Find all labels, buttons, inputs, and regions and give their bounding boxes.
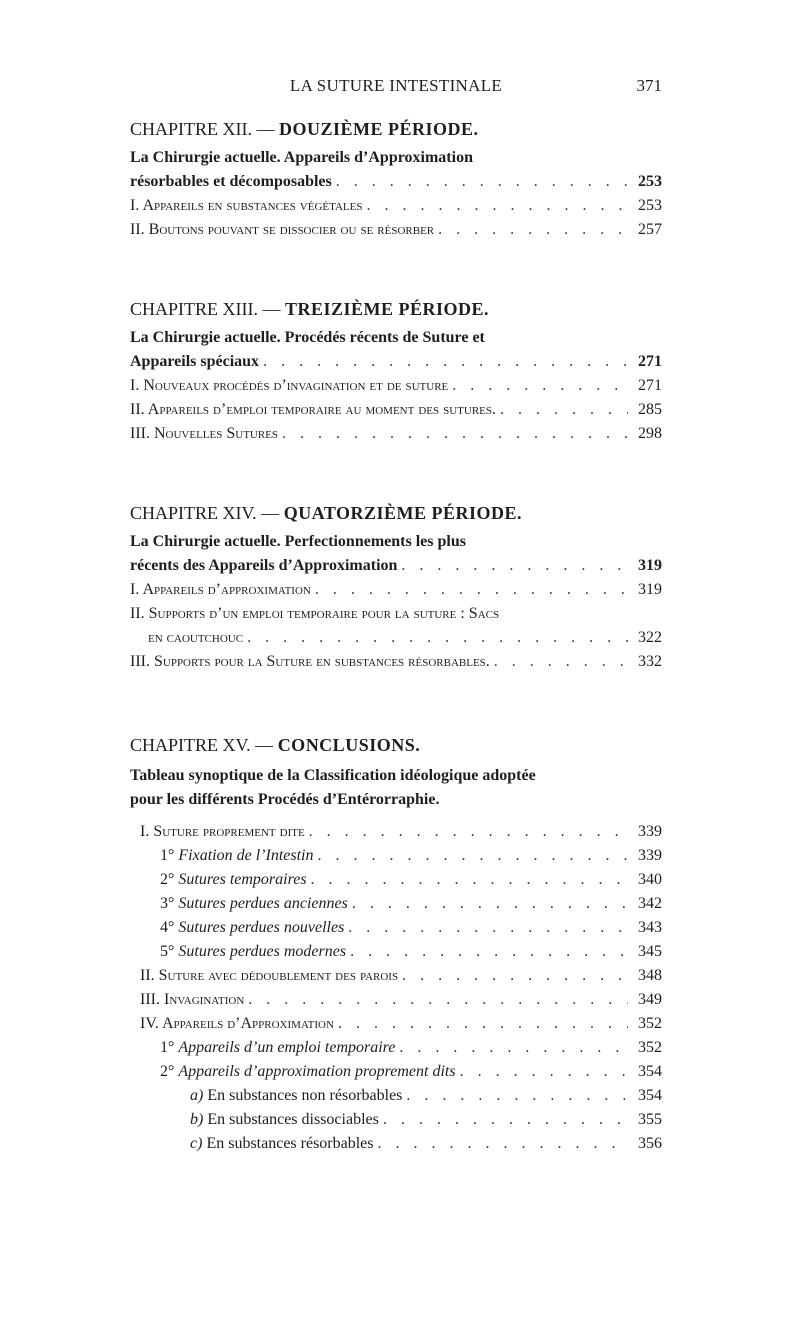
chapter-heading: CHAPITRE XV. — CONCLUSIONS. — [130, 735, 421, 755]
chapter-heading: CHAPITRE XII. — DOUZIÈME PÉRIODE. — [130, 119, 479, 139]
toc-entry[interactable]: b) En substances dissociables . . . 355 — [130, 1108, 662, 1132]
chapter-xiv — [130, 502, 662, 674]
chapter-heading: CHAPITRE XIII. — TREIZIÈME PÉRIODE. — [130, 299, 490, 319]
chapter-summary-line: La Chirurgie actuelle. Appareils d’Approximation — [130, 149, 473, 166]
toc-entry[interactable]: III. Invagination . . . 349 — [130, 988, 662, 1012]
toc-entry[interactable]: résorbables et décomposables . . . 253 — [130, 170, 662, 194]
toc-entry[interactable]: 2° Sutures temporaires . . . 340 — [130, 868, 662, 892]
toc-entry[interactable]: I. Appareils en substances végétales . . . 253 — [130, 194, 662, 218]
toc-entry[interactable]: 1° Fixation de l’Intestin . . . 339 — [130, 844, 662, 868]
chapter-summary-line: La Chirurgie actuelle. Perfectionnements les plus — [130, 533, 466, 550]
chapter-xiii — [130, 298, 662, 446]
chapter-xii — [130, 118, 662, 242]
toc-entry[interactable]: II. Appareils d’emploi temporaire au moment des sutures. . . . 285 — [130, 398, 662, 422]
toc-entry[interactable]: 5° Sutures perdues modernes . . . 345 — [130, 940, 662, 964]
page-number: 371 — [636, 76, 662, 95]
toc-entry[interactable]: I. Nouveaux procédés d’invagination et de suture . . . 271 — [130, 374, 662, 398]
toc-entry[interactable]: II. Boutons pouvant se dissocier ou se résorber . . . 257 — [130, 218, 662, 242]
toc-entry[interactable]: a) En substances non résorbables . . . 354 — [130, 1084, 662, 1108]
running-head — [130, 76, 662, 98]
chapter-xv — [130, 734, 662, 1156]
toc-entry[interactable]: récents des Appareils d’Approximation . . . 319 — [130, 554, 662, 578]
toc-entry[interactable]: III. Supports pour la Suture en substances résorbables. . . . 332 — [130, 650, 662, 674]
toc-entry[interactable]: III. Nouvelles Sutures . . . 298 — [130, 422, 662, 446]
toc-entry[interactable]: en caoutchouc . . . 322 — [130, 626, 662, 650]
toc-entry[interactable]: 3° Sutures perdues anciennes . . . 342 — [130, 892, 662, 916]
toc-entry[interactable]: I. Suture proprement dite . . . 339 — [130, 820, 662, 844]
toc-entry[interactable]: IV. Appareils d’Approximation . . . 352 — [130, 1012, 662, 1036]
toc-entry[interactable]: I. Appareils d’approximation . . . 319 — [130, 578, 662, 602]
toc-entry[interactable]: c) En substances résorbables . . . 356 — [130, 1132, 662, 1156]
chapter-heading: CHAPITRE XIV. — QUATORZIÈME PÉRIODE. — [130, 503, 523, 523]
toc-entry[interactable]: 2° Appareils d’approximation proprement dits . . . 354 — [130, 1060, 662, 1084]
chapter-summary-line: La Chirurgie actuelle. Procédés récents de Suture et — [130, 329, 485, 346]
toc-entry-line: II. Supports d’un emploi temporaire pour la suture : Sacs — [130, 605, 500, 622]
toc-entry[interactable]: 4° Sutures perdues nouvelles . . . 343 — [130, 916, 662, 940]
chapter-summary-line: pour les différents Procédés d’Entérorraphie. — [130, 791, 440, 808]
toc-entry[interactable]: Appareils spéciaux . . . 271 — [130, 350, 662, 374]
toc-entry[interactable]: II. Suture avec dédoublement des parois . . . 348 — [130, 964, 662, 988]
toc-entry[interactable]: 1° Appareils d’un emploi temporaire . . . 352 — [130, 1036, 662, 1060]
chapter-summary-line: Tableau synoptique de la Classification idéologique adoptée — [130, 767, 536, 784]
running-head-title: LA SUTURE INTESTINALE — [289, 76, 503, 95]
